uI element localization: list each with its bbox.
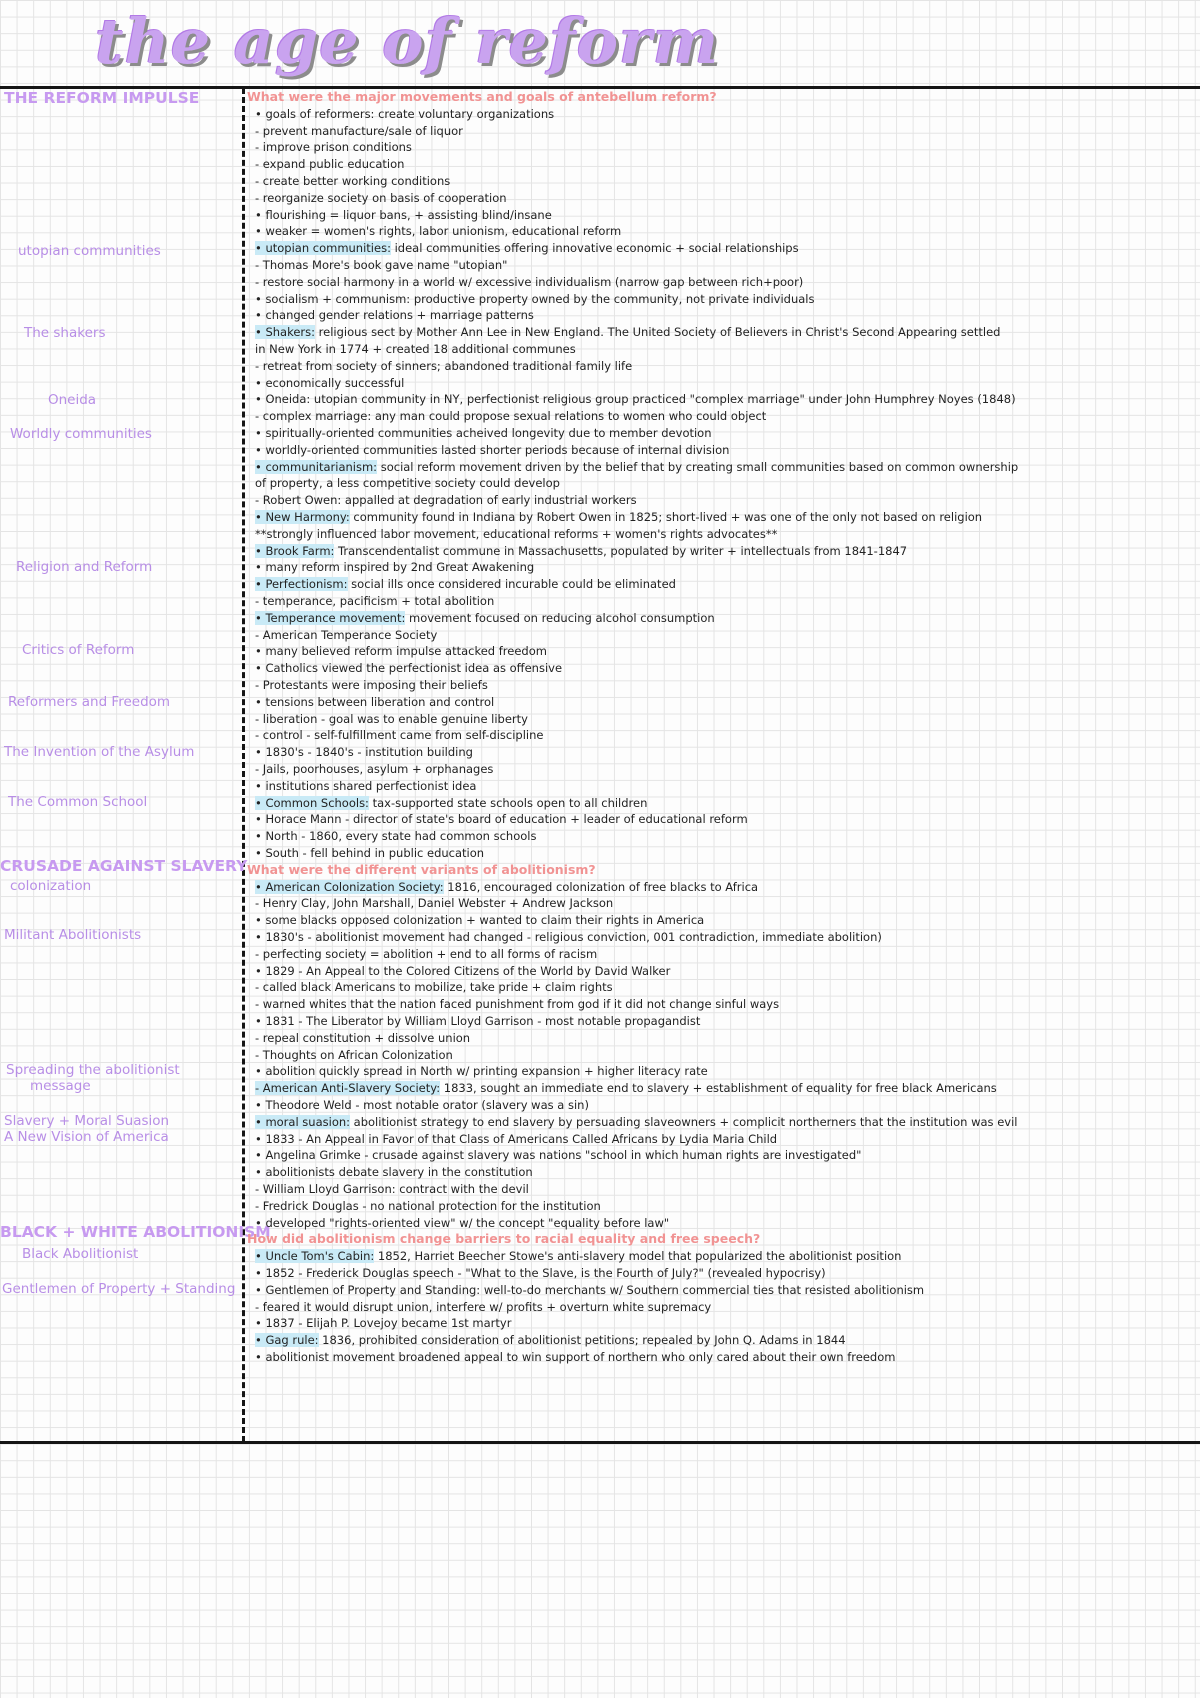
note-text: - complex marriage: any man could propose sexual relations to women who could object — [255, 409, 767, 424]
note-line — [255, 1316, 511, 1330]
note-text: - Henry Clay, John Marshall, Daniel Webster + Andrew Jackson — [255, 896, 614, 911]
label-oneida: Oneida — [48, 392, 97, 408]
note-text: - feared it would disrupt union, interfere w/ profits + overturn white supremacy — [255, 1299, 712, 1314]
note-line — [255, 392, 1016, 406]
highlighted-term: • Gag rule: — [255, 1333, 319, 1348]
label-spreading-abolitionist-message-2: message — [30, 1078, 91, 1094]
note-line — [255, 241, 799, 255]
highlighted-term: • Common Schools: — [255, 795, 369, 810]
note-line — [255, 1216, 669, 1230]
note-line — [255, 930, 882, 944]
note-line — [255, 779, 476, 793]
note-text: • institutions shared perfectionist idea — [255, 778, 477, 793]
note-text: 1816, encouraged colonization of free blacks to Africa — [443, 879, 759, 894]
label-the-common-school: The Common School — [8, 794, 148, 810]
note-text: • South - fell behind in public education — [255, 846, 485, 860]
note-text: abolitionist strategy to end slavery by persuading slaveowners + complicit northerners that the institution was evil — [350, 1114, 1018, 1129]
note-text: • tensions between liberation and control — [255, 694, 495, 709]
note-line — [255, 527, 777, 541]
label-spreading-abolitionist-message: Spreading the abolitionist — [6, 1062, 180, 1078]
note-text: • developed "rights-oriented view" w/ the concept "equality before law" — [255, 1215, 670, 1230]
highlighted-term: • Uncle Tom's Cabin: — [255, 1249, 375, 1264]
note-text: - Thoughts on African Colonization — [255, 1047, 453, 1062]
note-line — [255, 140, 412, 154]
note-text: - American Temperance Society — [255, 627, 438, 642]
highlighted-term: • American Colonization Society: — [255, 879, 444, 894]
note-line — [255, 594, 494, 608]
label-black-abolitionists: Black Abolitionist — [22, 1246, 139, 1262]
note-text: • flourishing = liquor bans, + assisting blind/insane — [255, 207, 552, 222]
note-text: Transcendentalist commune in Massachusetts, populated by writer + intellectuals from 1841-1847 — [334, 543, 908, 558]
label-gentlemen-property-standing: Gentlemen of Property + Standing — [2, 1281, 236, 1297]
note-line — [255, 812, 748, 826]
note-line — [255, 157, 404, 171]
note-text: - expand public education — [255, 157, 405, 172]
note-text: - reorganize society on basis of cooperation — [255, 190, 507, 205]
note-text: - repeal constitution + dissolve union — [255, 1030, 471, 1045]
note-line — [255, 308, 534, 322]
note-text: - Fredrick Douglas - no national protection for the institution — [255, 1198, 601, 1213]
note-text: community found in Indiana by Robert Owen in 1825; short-lived + was one of the only not based on religion — [349, 510, 983, 524]
bottom-rule — [0, 1441, 1200, 1444]
label-militant-abolitionists: Militant Abolitionists — [4, 927, 142, 943]
note-text: - warned whites that the nation faced punishment from god if it did not change sinful ways — [255, 997, 780, 1012]
note-text: in New York in 1774 + created 18 additional communes — [255, 342, 576, 356]
note-text: • 1831 - The Liberator by William Lloyd Garrison - most notable propagandist — [255, 1014, 701, 1028]
note-text: - control - self-fulfillment came from self-discipline — [255, 728, 544, 743]
note-line — [255, 762, 493, 776]
label-worldly-communities: Worldly communities — [10, 426, 152, 442]
page-title: the age of reform — [95, 5, 720, 78]
note-text: • spiritually-oriented communities acheived longevity due to member devotion — [255, 426, 712, 440]
note-text: • 1833 - An Appeal in Favor of that Class of Americans Called Africans by Lydia Maria Child — [255, 1131, 778, 1146]
note-text: • economically successful — [255, 375, 405, 390]
note-line — [255, 510, 982, 524]
highlighted-term: • moral suasion: — [255, 1114, 351, 1129]
label-critics-of-reform: Critics of Reform — [22, 642, 135, 658]
label-black-white-abolitionism: BLACK + WHITE ABOLITIONISM — [0, 1223, 271, 1241]
note-text: social ills once considered incurable could be eliminated — [347, 577, 676, 592]
note-line — [255, 1182, 529, 1196]
note-text: - called black Americans to mobilize, take pride + claim rights — [255, 980, 613, 995]
note-line — [255, 1165, 533, 1179]
note-line — [255, 560, 534, 574]
note-line — [255, 712, 528, 726]
note-text: • abolitionists debate slavery in the constitution — [255, 1165, 533, 1180]
section-question — [247, 90, 717, 104]
note-line — [255, 1081, 997, 1095]
highlighted-term: - American Anti-Slavery Society: — [255, 1081, 441, 1096]
note-text: - Jails, poorhouses, asylum + orphanages — [255, 762, 494, 776]
note-line — [255, 611, 715, 625]
note-text: - retreat from society of sinners; abandoned traditional family life — [255, 358, 633, 373]
note-text: • Oneida: utopian community in NY, perfectionist religious group practiced "complex marriage" under John Humphrey Noyes (1848) — [255, 392, 1016, 407]
note-line — [255, 796, 647, 810]
note-line — [255, 644, 547, 658]
note-text: • 1829 - An Appeal to the Colored Citizens of the World by David Walker — [255, 963, 671, 978]
note-text: • many believed reform impulse attacked freedom — [255, 644, 547, 659]
label-new-vision-of-america: A New Vision of America — [4, 1129, 169, 1145]
note-text: - improve prison conditions — [255, 140, 412, 155]
note-text: What were the different variants of abolitionism? — [247, 861, 596, 877]
note-text: 1833, sought an immediate end to slavery + establishment of equality for free black Americans — [440, 1081, 997, 1096]
note-text: • 1837 - Elijah P. Lovejoy became 1st martyr — [255, 1316, 512, 1331]
note-text: - temperance, pacificism + total abolition — [255, 594, 495, 608]
note-text: • abolition quickly spread in North w/ printing expansion + higher literacy rate — [255, 1064, 708, 1079]
note-line — [255, 997, 779, 1011]
note-text: • some blacks opposed colonization + wanted to claim their rights in America — [255, 913, 705, 928]
note-line — [255, 1048, 453, 1062]
note-line — [255, 1115, 1017, 1129]
note-text: What were the major movements and goals of antebellum reform? — [247, 89, 717, 104]
note-line — [255, 275, 803, 289]
note-line — [255, 1249, 901, 1263]
highlighted-term: • Perfectionism: — [255, 577, 348, 592]
note-text: • 1830's - abolitionist movement had changed - religious conviction, 001 contradiction, immediate abolition) — [255, 930, 882, 944]
highlighted-term: • Shakers: — [255, 325, 315, 340]
note-text: • weaker = women's rights, labor unionism, educational reform — [255, 224, 622, 239]
note-line — [255, 493, 637, 507]
note-line — [255, 846, 484, 860]
note-text: tax-supported state schools open to all children — [368, 795, 648, 810]
note-line — [255, 224, 621, 238]
note-line — [255, 1333, 846, 1347]
label-invention-of-asylum: The Invention of the Asylum — [4, 744, 195, 760]
note-line — [255, 880, 758, 894]
highlighted-term: • Temperance movement: — [255, 610, 406, 625]
highlighted-term: • communitarianism: — [255, 459, 378, 474]
note-line — [255, 443, 729, 457]
note-line — [255, 1031, 470, 1045]
note-text: - Thomas More's book gave name "utopian" — [255, 258, 508, 272]
note-text: 1852, Harriet Beecher Stowe's anti-slavery model that popularized the abolitionist position — [374, 1249, 902, 1264]
note-text: **strongly influenced labor movement, educational reforms + women's rights advocates** — [255, 526, 778, 541]
note-line — [255, 695, 494, 709]
label-religion-and-reform: Religion and Reform — [16, 559, 153, 575]
note-line — [255, 359, 632, 373]
highlighted-term: • New Harmony: — [255, 510, 350, 524]
note-line — [255, 426, 712, 440]
note-text: • worldly-oriented communities lasted shorter periods because of internal division — [255, 442, 730, 457]
note-line — [255, 947, 597, 961]
note-text: • North - 1860, every state had common schools — [255, 829, 537, 844]
note-line — [255, 1199, 601, 1213]
note-text: of property, a less competitive society could develop — [255, 476, 560, 491]
note-line — [255, 661, 562, 675]
note-line — [255, 678, 488, 692]
note-line — [255, 980, 613, 994]
note-line — [255, 745, 473, 759]
note-line — [255, 342, 576, 356]
note-line — [255, 896, 613, 910]
note-text: • abolitionist movement broadened appeal to win support of northern who only cared about their own freedom — [255, 1350, 896, 1364]
note-text: • Angelina Grimke - crusade against slavery was nations "school in which human rights are investigated" — [255, 1148, 862, 1163]
note-line — [255, 258, 507, 272]
note-line — [255, 376, 404, 390]
note-line — [255, 544, 907, 558]
note-line — [255, 1300, 711, 1314]
note-text: • 1830's - 1840's - institution building — [255, 745, 473, 760]
section-question — [247, 863, 596, 877]
note-text: • Horace Mann - director of state's board of education + leader of educational reform — [255, 812, 748, 827]
note-text: movement focused on reducing alcohol consumption — [405, 610, 715, 625]
note-line — [255, 728, 543, 742]
note-line — [255, 460, 1018, 474]
label-colonization: colonization — [10, 878, 92, 894]
note-text: - Robert Owen: appalled at degradation of early industrial workers — [255, 493, 637, 508]
note-text: • Gentlemen of Property and Standing: well-to-do merchants w/ Southern commercial ties that resisted abolitionism — [255, 1282, 925, 1297]
note-line — [255, 325, 1000, 339]
note-line — [255, 829, 536, 843]
note-text: - restore social harmony in a world w/ excessive individualism (narrow gap between rich+poor) — [255, 274, 804, 289]
note-text: - Protestants were imposing their beliefs — [255, 678, 488, 692]
note-line — [255, 174, 450, 188]
note-text: • goals of reformers: create voluntary organizations — [255, 106, 555, 121]
note-line — [255, 107, 554, 121]
note-text: religious sect by Mother Ann Lee in New England. The United Society of Believers in Christ's Second Appearing settled — [315, 325, 1001, 340]
note-line — [255, 577, 676, 591]
highlighted-term: • utopian communities: — [255, 241, 391, 256]
note-line — [255, 1266, 826, 1280]
label-the-reform-impulse: THE REFORM IMPULSE — [4, 89, 200, 107]
note-line — [255, 1148, 861, 1162]
note-text: • 1852 - Frederick Douglas speech - "What to the Slave, is the Fourth of July?" (revealed hypocrisy) — [255, 1266, 826, 1280]
note-line — [255, 409, 766, 423]
note-line — [255, 1098, 589, 1112]
note-text: • changed gender relations + marriage patterns — [255, 308, 534, 323]
note-line — [255, 124, 463, 138]
label-utopian-communities: utopian communities — [18, 243, 161, 259]
note-line — [255, 913, 704, 927]
note-text: - perfecting society = abolition + end to all forms of racism — [255, 946, 598, 961]
label-reformers-and-freedom: Reformers and Freedom — [8, 694, 171, 710]
note-text: - prevent manufacture/sale of liquor — [255, 123, 463, 138]
note-text: - liberation - goal was to enable genuine liberty — [255, 711, 528, 726]
note-text: 1836, prohibited consideration of abolitionist petitions; repealed by John Q. Adams in 1844 — [318, 1333, 846, 1348]
note-line — [255, 191, 507, 205]
note-text: • Theodore Weld - most notable orator (slavery was a sin) — [255, 1098, 589, 1112]
section-question — [247, 1232, 760, 1246]
note-line — [255, 1014, 700, 1028]
note-text: - William Lloyd Garrison: contract with the devil — [255, 1182, 529, 1196]
note-line — [255, 1132, 777, 1146]
note-line — [255, 292, 815, 306]
note-line — [255, 476, 560, 490]
note-line — [255, 1350, 895, 1364]
note-text: How did abolitionism change barriers to racial equality and free speech? — [247, 1231, 761, 1247]
note-line — [255, 1064, 708, 1078]
note-text: social reform movement driven by the belief that by creating small communities based on common ownership — [377, 459, 1019, 474]
note-text: • many reform inspired by 2nd Great Awakening — [255, 560, 535, 575]
label-the-shakers: The shakers — [24, 325, 106, 341]
note-text: - create better working conditions — [255, 174, 451, 188]
note-text: • socialism + communism: productive property owned by the community, not private individuals — [255, 291, 815, 306]
note-line — [255, 964, 670, 978]
label-crusade-against-slavery: CRUSADE AGAINST SLAVERY — [0, 857, 248, 875]
note-text: ideal communities offering innovative economic + social relationships — [390, 241, 799, 256]
note-line — [255, 1283, 924, 1297]
note-line — [255, 208, 552, 222]
note-line — [255, 628, 437, 642]
label-slavery-moral-suasion: Slavery + Moral Suasion — [4, 1113, 170, 1129]
note-text: • Catholics viewed the perfectionist idea as offensive — [255, 661, 563, 676]
highlighted-term: • Brook Farm: — [255, 543, 335, 558]
